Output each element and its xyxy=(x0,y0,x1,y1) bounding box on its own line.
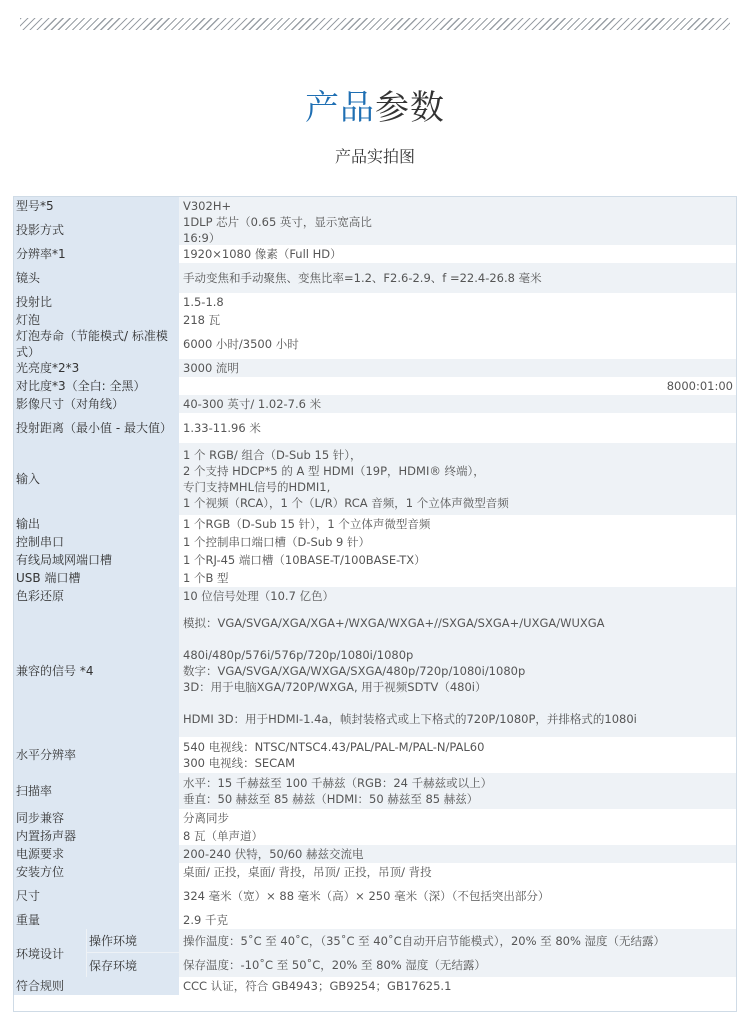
spec-value-line xyxy=(183,631,187,647)
spec-table xyxy=(13,196,737,1012)
spec-value: 分离同步 xyxy=(183,811,229,825)
spec-label: 安装方位 xyxy=(14,863,179,881)
spec-value xyxy=(182,605,736,737)
spec-value: 保存温度：-10˚C 至 50˚C，20% 至 80% 湿度（无结露） xyxy=(183,958,486,972)
spec-label: 投影方式 xyxy=(14,215,179,245)
spec-value: 200-240 伏特，50/60 赫兹交流电 xyxy=(183,847,364,861)
spec-value: 1.33-11.96 米 xyxy=(183,421,261,435)
spec-value-line: 1 个视频（RCA），1 个（L/R）RCA 音频，1 个立体声微型音频 xyxy=(183,496,509,510)
spec-row xyxy=(14,293,736,311)
spec-value: 40-300 英寸/ 1.02-7.6 米 xyxy=(183,397,322,411)
spec-value: 1 个RGB（D-Sub 15 针），1 个立体声微型音频 xyxy=(183,517,431,531)
spec-value: 10 位信号处理（10.7 亿色） xyxy=(183,589,335,603)
spec-row xyxy=(14,773,736,809)
spec-label: USB 端口槽 xyxy=(14,569,179,587)
spec-value: 桌面/ 正投，桌面/ 背投，吊顶/ 正投，吊顶/ 背投 xyxy=(183,865,432,879)
page-title-part1: 产品 xyxy=(305,88,375,128)
spec-value: 操作温度：5˚C 至 40˚C，（35˚C 至 40˚C自动开启节能模式），20% 至 80% 湿度（无结露） xyxy=(183,934,666,948)
spec-label: 型号*5 xyxy=(14,197,179,215)
spec-value: 2.9 千克 xyxy=(183,913,228,927)
spec-label: 灯泡 xyxy=(14,311,179,329)
spec-label: 光亮度*2*3 xyxy=(14,359,179,377)
spec-value: 8000:01:00 xyxy=(666,379,733,393)
spec-value-line: 540 电视线：NTSC/NTSC4.43/PAL/PAL-M/PAL-N/PAL60 xyxy=(183,740,485,754)
spec-row xyxy=(14,845,736,863)
spec-value: 8 瓦（单声道） xyxy=(183,829,263,843)
spec-row xyxy=(14,809,736,827)
spec-value: 手动变焦和手动聚焦、变焦比率=1.2、F2.6-2.9、f =22.4-26.8 毫米 xyxy=(183,271,542,285)
spec-row xyxy=(14,443,736,515)
spec-value-line: 2 个支持 HDCP*5 的 A 型 HDMI（19P，HDMI® 终端）， xyxy=(183,464,485,478)
spec-row xyxy=(14,197,736,215)
page-subtitle: 产品实拍图 xyxy=(334,147,415,166)
spec-value: 1 个B 型 xyxy=(183,571,229,585)
spec-value-line: 480i/480p/576i/576p/720p/1080i/1080p xyxy=(183,648,414,662)
spec-value-line: 16:9） xyxy=(183,231,221,245)
spec-row xyxy=(14,245,736,263)
spec-row xyxy=(14,359,736,377)
spec-label: 水平分辨率 xyxy=(14,737,179,773)
spec-value-line: 专门支持MHL信号的HDMI1, xyxy=(183,480,331,494)
spec-value-line: 300 电视线：SECAM xyxy=(183,756,295,770)
spec-row xyxy=(14,329,736,359)
spec-label: 符合规则 xyxy=(14,977,179,995)
spec-label: 兼容的信号 *4 xyxy=(14,605,179,737)
spec-label: 影像尺寸（对角线） xyxy=(14,395,179,413)
spec-row xyxy=(14,215,736,245)
spec-row xyxy=(14,395,736,413)
spec-row xyxy=(14,929,736,977)
spec-row xyxy=(14,413,736,443)
spec-label: 镜头 xyxy=(14,263,179,293)
spec-row xyxy=(14,569,736,587)
spec-row xyxy=(14,377,736,395)
spec-label: 投射比 xyxy=(14,293,179,311)
decorative-hatch-divider xyxy=(20,18,730,30)
spec-value-line: 垂直：50 赫兹至 85 赫兹（HDMI：50 赫兹至 85 赫兹） xyxy=(183,792,479,806)
spec-label: 色彩还原 xyxy=(14,587,179,605)
spec-row xyxy=(14,911,736,929)
spec-label: 投射距离（最小值 - 最大值） xyxy=(14,413,179,443)
spec-value: 324 毫米（宽）× 88 毫米（高）× 250 毫米（深）（不包括突出部分） xyxy=(183,889,550,903)
page-title-part2: 参数 xyxy=(375,88,445,128)
spec-label: 输出 xyxy=(14,515,179,533)
spec-value-line: 1DLP 芯片（0.65 英寸，显示宽高比 xyxy=(183,215,372,229)
spec-value: 1 个控制串口端口槽（D-Sub 9 针） xyxy=(183,535,370,549)
spec-row xyxy=(14,737,736,773)
spec-label: 分辨率*1 xyxy=(14,245,179,263)
spec-value xyxy=(182,215,736,245)
spec-value: V302H+ xyxy=(183,199,232,213)
spec-row xyxy=(14,881,736,911)
spec-value: 1 个RJ-45 端口槽（10BASE-T/100BASE-TX） xyxy=(183,553,426,567)
spec-value: 218 瓦 xyxy=(183,313,221,327)
spec-row xyxy=(14,587,736,605)
spec-label: 内置扬声器 xyxy=(14,827,179,845)
spec-label: 同步兼容 xyxy=(14,809,179,827)
spec-row xyxy=(14,605,736,737)
spec-label: 灯泡寿命（节能模式/ 标准模式） xyxy=(14,329,179,359)
spec-row xyxy=(14,533,736,551)
spec-value: 1920×1080 像素（Full HD） xyxy=(183,247,342,261)
spec-row xyxy=(14,263,736,293)
spec-sublabel: 保存环境 xyxy=(87,953,179,977)
spec-label: 有线局域网端口槽 xyxy=(14,551,179,569)
spec-label: 对比度*3（全白: 全黑） xyxy=(14,377,179,395)
spec-value: 3000 流明 xyxy=(183,361,239,375)
spec-label: 输入 xyxy=(14,443,179,515)
spec-value-line: 模拟：VGA/SVGA/XGA/XGA+/WXGA/WXGA+//SXGA/SXGA+/UXGA/WUXGA xyxy=(183,616,605,630)
spec-value: 6000 小时/3500 小时 xyxy=(183,337,299,351)
spec-value-line xyxy=(183,695,187,711)
spec-label: 尺寸 xyxy=(14,881,179,911)
spec-value xyxy=(182,737,736,773)
spec-value-line: 1 个 RGB/ 组合（D-Sub 15 针）， xyxy=(183,448,362,462)
spec-label: 控制串口 xyxy=(14,533,179,551)
spec-row xyxy=(14,827,736,845)
spec-label: 扫描率 xyxy=(14,773,179,809)
spec-row xyxy=(14,551,736,569)
spec-row xyxy=(14,863,736,881)
spec-value: 1.5-1.8 xyxy=(183,295,224,309)
spec-value: CCC 认证，符合 GB4943；GB9254；GB17625.1 xyxy=(183,979,452,993)
page-title xyxy=(0,84,750,132)
spec-value-line: 3D：用于电脑XGA/720P/WXGA, 用于视频SDTV（480i） xyxy=(183,680,487,694)
spec-value xyxy=(182,443,736,515)
spec-value-line: 数字：VGA/SVGA/XGA/WXGA/SXGA/480p/720p/1080i/1080p xyxy=(183,664,526,678)
spec-value-line: 水平：15 千赫兹至 100 千赫兹（RGB：24 千赫兹或以上） xyxy=(183,776,493,790)
spec-row xyxy=(14,311,736,329)
spec-value-line: HDMI 3D：用于HDMI-1.4a，帧封装格式或上下格式的720P/1080P，并排格式的1080i xyxy=(183,712,637,726)
spec-label: 重量 xyxy=(14,911,179,929)
spec-sublabel: 操作环境 xyxy=(87,929,179,952)
spec-row xyxy=(14,977,736,995)
spec-label: 环境设计 xyxy=(14,929,86,977)
spec-row xyxy=(14,515,736,533)
spec-label: 电源要求 xyxy=(14,845,179,863)
spec-value xyxy=(182,773,736,809)
